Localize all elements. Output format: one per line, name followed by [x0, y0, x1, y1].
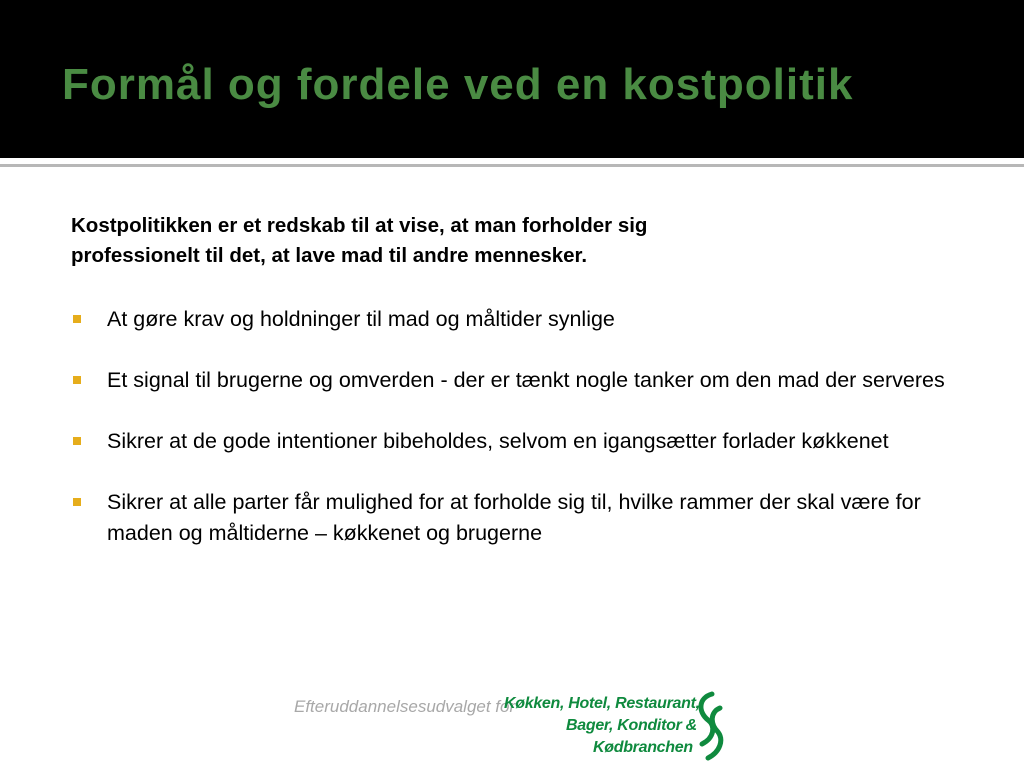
- square-bullet-icon: [73, 498, 81, 506]
- square-bullet-icon: [73, 437, 81, 445]
- bullet-list: [71, 304, 971, 549]
- logo-lead-text: Efteruddannelsesudvalget for: [294, 697, 516, 716]
- bullet-text: Et signal til brugerne og omverden - der er tænkt nogle tanker om den mad der serveres: [107, 368, 945, 392]
- title-divider: [0, 164, 1024, 167]
- double-s-logo-icon: [690, 690, 724, 762]
- bullet-text: Sikrer at alle parter får mulighed for at forholde sig til, hvilke rammer der skal være for maden og måltiderne – køkkenet og brugerne: [107, 490, 921, 545]
- logo-line-1: Køkken, Hotel, Restaurant,: [504, 695, 700, 712]
- bullet-text: At gøre krav og holdninger til mad og måltider synlige: [107, 307, 615, 331]
- footer-logo: [292, 690, 732, 762]
- logo-line-3: Kødbranchen: [593, 739, 693, 756]
- slide-title: Formål og fordele ved en kostpolitik: [62, 60, 854, 109]
- bullet-item: [71, 487, 971, 549]
- intro-line-1: Kostpolitikken er et redskab til at vise, at man forholder sig: [71, 214, 648, 237]
- logo-line-2: Bager, Konditor &: [566, 717, 697, 734]
- bullet-item: [71, 365, 971, 396]
- square-bullet-icon: [73, 376, 81, 384]
- bullet-text: Sikrer at de gode intentioner bibeholdes, selvom en igangsætter forlader køkkenet: [107, 429, 889, 453]
- title-band: [0, 0, 1024, 158]
- square-bullet-icon: [73, 315, 81, 323]
- bullet-item: [71, 426, 971, 457]
- intro-line-2: professionelt til det, at lave mad til andre mennesker.: [71, 244, 588, 267]
- intro-paragraph: [71, 211, 971, 271]
- slide-content: [71, 211, 971, 579]
- bullet-item: [71, 304, 971, 335]
